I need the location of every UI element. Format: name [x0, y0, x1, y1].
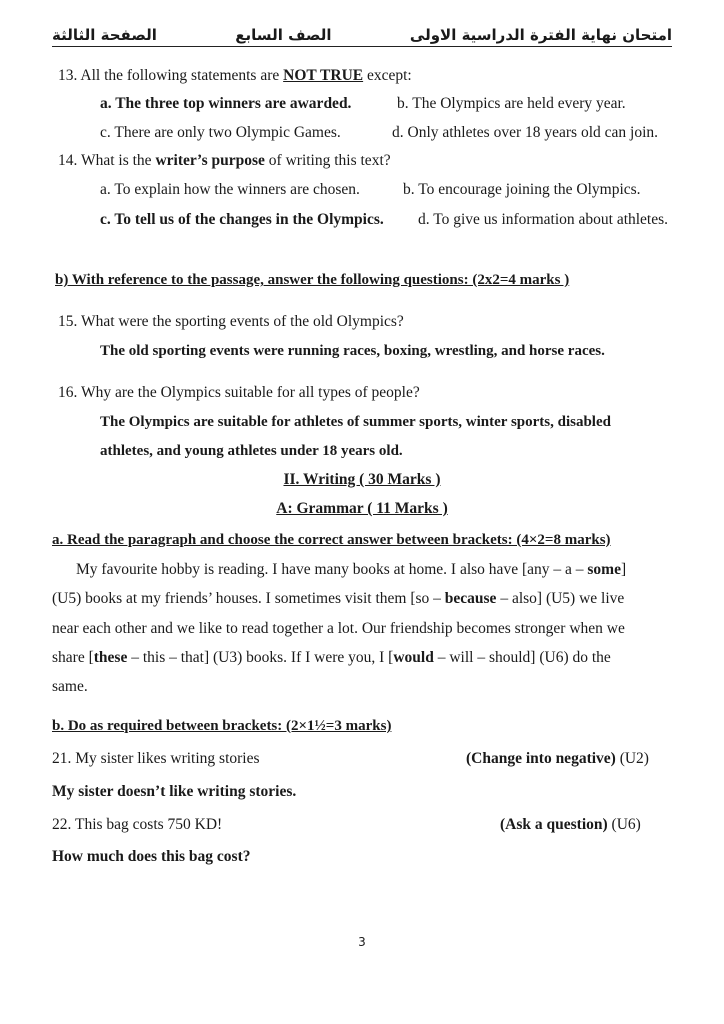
question-22-instruction: (Ask a question) (U6): [500, 816, 641, 833]
q13-option-a: a. The three top winners are awarded.: [100, 95, 352, 112]
page-label: الصفحة الثالثة: [52, 26, 157, 44]
paragraph-line-5: same.: [52, 678, 88, 695]
grade-label: الصف السابع: [235, 26, 332, 44]
q14-option-b: b. To encourage joining the Olympics.: [403, 181, 641, 198]
question-14-stem: 14. What is the writer’s purpose of writing this text?: [58, 152, 391, 169]
q13-option-c: c. There are only two Olympic Games.: [100, 124, 341, 141]
q14-option-c: c. To tell us of the changes in the Olympics.: [100, 211, 384, 228]
paragraph-line-2: (U5) books at my friends’ houses. I sometimes visit them [so – because – also] (U5) we live: [52, 590, 625, 607]
writing-title: II. Writing ( 30 Marks ): [283, 471, 441, 488]
part-b-heading: b. Do as required between brackets: (2×1½=3 marks): [52, 718, 392, 734]
question-16: 16. Why are the Olympics suitable for all types of people?: [58, 384, 420, 401]
question-15: 15. What were the sporting events of the old Olympics?: [58, 313, 404, 330]
answer-15: The old sporting events were running races, boxing, wrestling, and horse races.: [100, 343, 605, 359]
q14-option-d: d. To give us information about athletes.: [418, 211, 669, 228]
page-number: 3: [358, 935, 366, 949]
exam-title: امتحان نهاية الفترة الدراسية الاولى: [409, 26, 672, 44]
question-22: 22. This bag costs 750 KD!: [52, 816, 223, 833]
question-21-instruction: (Change into negative) (U2): [466, 750, 649, 767]
question-21: 21. My sister likes writing stories: [52, 750, 260, 767]
answer-21: My sister doesn’t like writing stories.: [52, 783, 297, 800]
section-b-heading: b) With reference to the passage, answer the following questions: (2x2=4 marks ): [55, 272, 570, 288]
answer-22: How much does this bag cost?: [52, 848, 251, 865]
not-true-emphasis: NOT TRUE: [283, 67, 364, 84]
answer-16-line1: The Olympics are suitable for athletes of summer sports, winter sports, disabled: [100, 414, 611, 430]
grammar-title: A: Grammar ( 11 Marks ): [276, 500, 448, 517]
question-13-stem: 13. All the following statements are NOT TRUE except:: [58, 67, 412, 84]
q13-option-b: b. The Olympics are held every year.: [397, 95, 626, 112]
q13-option-d: d. Only athletes over 18 years old can join.: [392, 124, 659, 141]
paragraph-line-1: My favourite hobby is reading. I have many books at home. I also have [any – a – some]: [76, 561, 627, 578]
paragraph-line-3: near each other and we like to read together a lot. Our friendship becomes stronger when we: [52, 620, 625, 637]
part-a-heading: a. Read the paragraph and choose the correct answer between brackets: (4×2=8 marks): [52, 532, 611, 548]
answer-16-line2: athletes, and young athletes under 18 years old.: [100, 443, 403, 459]
paragraph-line-4: share [these – this – that] (U3) books. If I were you, I [would – will – should] (U6) do the: [52, 649, 611, 666]
q14-option-a: a. To explain how the winners are chosen.: [100, 181, 360, 198]
page-header: [52, 18, 672, 47]
